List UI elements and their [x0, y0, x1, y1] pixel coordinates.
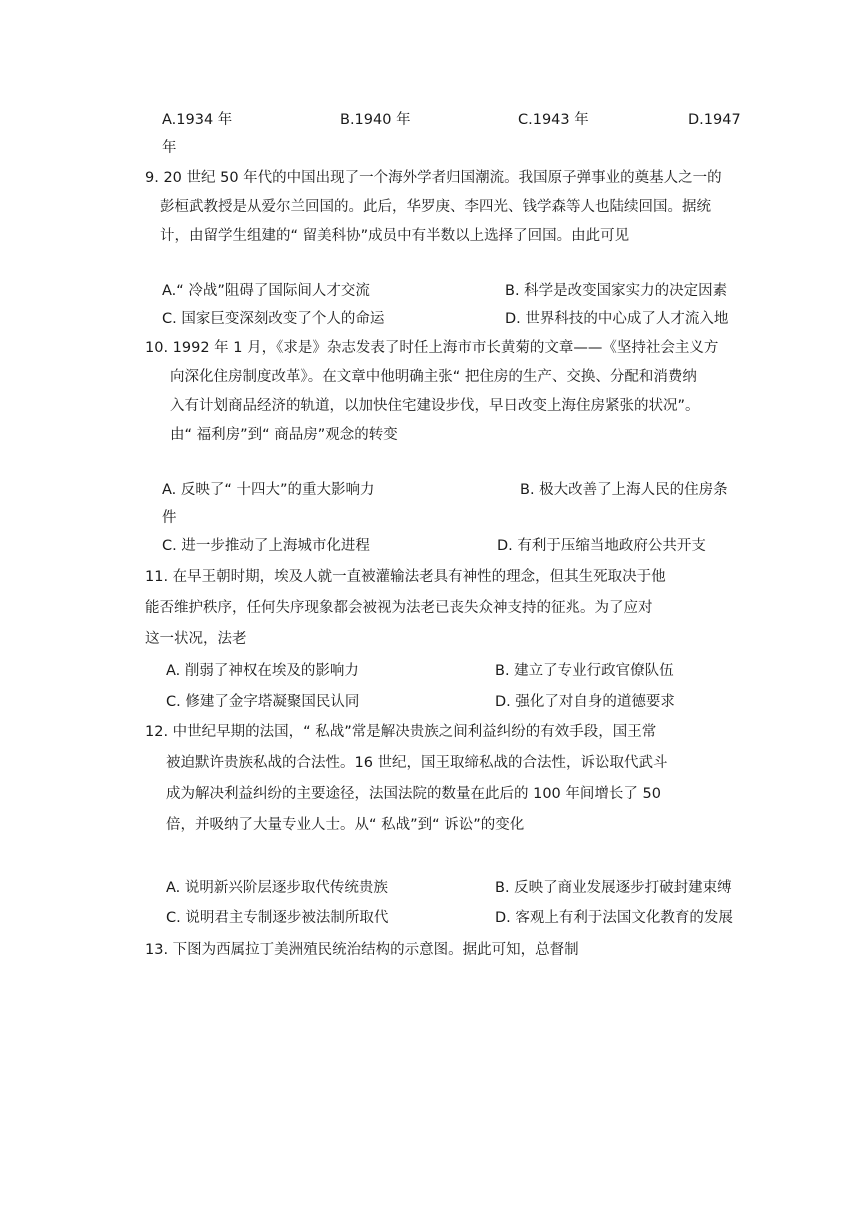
q12-option-b: B. 反映了商业发展逐步打破封建束缚 — [495, 880, 732, 896]
q10-stem-line-2: 向深化住房制度改革》。在文章中他明确主张“ 把住房的生产、交换、分配和消费纳 — [170, 369, 697, 385]
q12-stem-line-4: 倍，并吸纳了大量专业人士。从“ 私战”到“ 诉讼”的变化 — [166, 817, 525, 833]
q8-option-d: D.1947 — [688, 112, 741, 128]
q10-stem-line-4: 由“ 福利房”到“ 商品房”观念的转变 — [170, 427, 398, 443]
q10-option-d: D. 有利于压缩当地政府公共开支 — [497, 538, 706, 554]
q10-option-a: A. 反映了“ 十四大”的重大影响力 — [162, 482, 375, 498]
q11-stem-line-2: 能否维护秩序，任何失序现象都会被视为法老已丧失众神支持的征兆。为了应对 — [145, 600, 653, 616]
q11-option-c: C. 修建了金字塔凝聚国民认同 — [166, 694, 360, 710]
q12-option-a: A. 说明新兴阶层逐步取代传统贵族 — [166, 880, 388, 896]
q12-stem-line-3: 成为解决利益纠纷的主要途径，法国法院的数量在此后的 100 年间增长了 50 — [166, 786, 661, 802]
q12-option-c: C. 说明君主专制逐步被法制所取代 — [166, 910, 389, 926]
q12-stem-line-2: 被迫默许贵族私战的合法性。16 世纪，国王取缔私战的合法性，诉讼取代武斗 — [166, 755, 668, 771]
q8-option-a: A.1934 年 — [162, 112, 233, 128]
q13-stem-line-1: 13. 下图为西属拉丁美洲殖民统治结构的示意图。据此可知，总督制 — [145, 942, 579, 958]
q11-stem-line-3: 这一状况，法老 — [145, 631, 247, 647]
q9-stem-line-2: 彭桓武教授是从爱尔兰回国的。此后，华罗庚、李四光、钱学森等人也陆续回国。据统 — [160, 199, 711, 215]
q11-stem-line-1: 11. 在早王朝时期，埃及人就一直被灌输法老具有神性的理念，但其生死取决于他 — [145, 569, 666, 585]
q10-option-b: B. 极大改善了上海人民的住房条 — [520, 482, 728, 498]
q11-option-d: D. 强化了对自身的道德要求 — [495, 694, 675, 710]
q12-option-d: D. 客观上有利于法国文化教育的发展 — [495, 910, 733, 926]
q9-stem-line-3: 计，由留学生组建的“ 留美科协”成员中有半数以上选择了回国。由此可见 — [160, 228, 630, 244]
q9-option-b: B. 科学是改变国家实力的决定因素 — [505, 283, 728, 299]
q8-option-b: B.1940 年 — [340, 112, 411, 128]
q9-stem-line-1: 9. 20 世纪 50 年代的中国出现了一个海外学者归国潮流。我国原子弹事业的奠基人之一的 — [145, 170, 722, 186]
q10-option-c: C. 进一步推动了上海城市化进程 — [162, 538, 370, 554]
q10-option-b-wrap: 件 — [162, 510, 177, 526]
q9-option-a: A.“ 冷战”阻碍了国际间人才交流 — [162, 283, 370, 299]
q12-stem-line-1: 12. 中世纪早期的法国，“ 私战”常是解决贵族之间利益纠纷的有效手段，国王常 — [145, 724, 657, 740]
q9-option-d: D. 世界科技的中心成了人才流入地 — [505, 311, 729, 327]
q10-stem-line-1: 10. 1992 年 1 月，《求是》杂志发表了时任上海市市长黄菊的文章——《坚持社会主义方 — [145, 340, 719, 356]
q9-option-c: C. 国家巨变深刻改变了个人的命运 — [162, 311, 385, 327]
q11-option-b: B. 建立了专业行政官僚队伍 — [495, 663, 674, 679]
q11-option-a: A. 削弱了神权在埃及的影响力 — [166, 663, 359, 679]
q10-stem-line-3: 入有计划商品经济的轨道，以加快住宅建设步伐，早日改变上海住房紧张的状况”。 — [170, 398, 700, 414]
q8-option-c: C.1943 年 — [518, 112, 589, 128]
q8-option-d-wrap: 年 — [162, 140, 177, 156]
